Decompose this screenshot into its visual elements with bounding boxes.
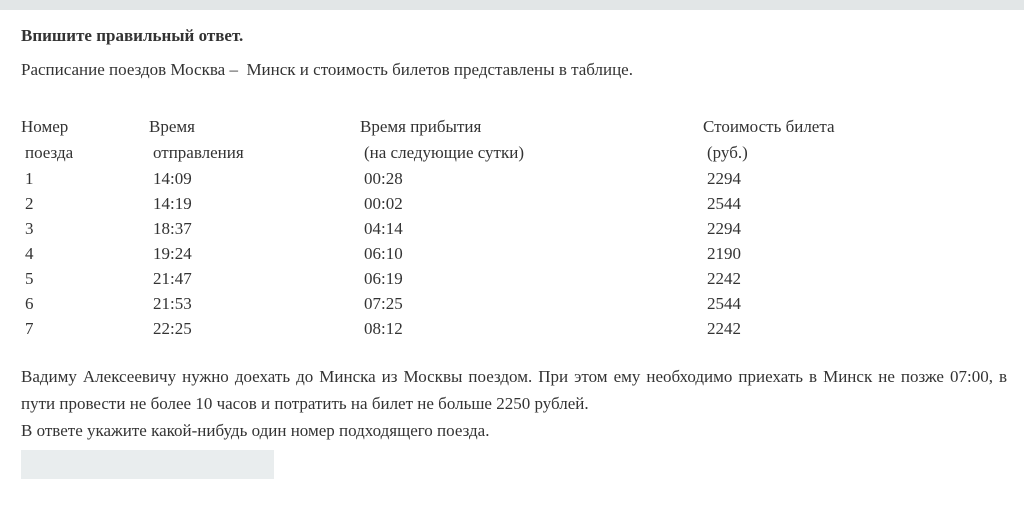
column-header-line2: (руб.) xyxy=(707,143,748,162)
table-cell: 2294 xyxy=(707,169,741,188)
column-header-line1: Время прибытия xyxy=(360,117,482,136)
table-row xyxy=(21,266,1007,291)
answer-input[interactable] xyxy=(21,450,274,479)
table-row xyxy=(21,316,1007,341)
table-row xyxy=(21,241,1007,266)
column-header-line1: Стоимость билета xyxy=(703,117,835,136)
table-cell: 06:10 xyxy=(364,244,403,263)
task-content xyxy=(0,25,1024,479)
table-cell: 14:19 xyxy=(153,194,192,213)
table-cell: 1 xyxy=(25,169,34,188)
table-cell: 06:19 xyxy=(364,269,403,288)
column-header xyxy=(360,114,703,166)
table-cell: 6 xyxy=(25,294,34,313)
column-header-line1: Номер xyxy=(21,117,69,136)
table-cell: 5 xyxy=(25,269,34,288)
table-cell: 00:02 xyxy=(364,194,403,213)
table-row xyxy=(21,291,1007,316)
table-cell: 2242 xyxy=(707,269,741,288)
column-header xyxy=(149,114,360,166)
table-cell: 04:14 xyxy=(364,219,403,238)
column-header xyxy=(703,114,1007,166)
table-cell: 22:25 xyxy=(153,319,192,338)
table-body xyxy=(21,166,1007,341)
table-cell: 2190 xyxy=(707,244,741,263)
question-text: Вадиму Алексеевичу нужно доехать до Минска из Москвы поездом. При этом ему необходимо приехать в Минск не позже 07:00, в пути провести не более 10 часов и потратить на билет не больше 2250 рублей. xyxy=(21,367,1007,413)
table-cell: 21:53 xyxy=(153,294,192,313)
table-row xyxy=(21,166,1007,191)
table-header-row xyxy=(21,114,1007,166)
table-cell: 07:25 xyxy=(364,294,403,313)
table-cell: 7 xyxy=(25,319,34,338)
table-cell: 14:09 xyxy=(153,169,192,188)
table-cell: 2294 xyxy=(707,219,741,238)
table-cell: 18:37 xyxy=(153,219,192,238)
top-bar xyxy=(0,0,1024,10)
column-header-line1: Время xyxy=(149,117,195,136)
task-title: Впишите правильный ответ. xyxy=(21,26,244,45)
table-cell: 19:24 xyxy=(153,244,192,263)
column-header xyxy=(21,114,149,166)
table-cell: 4 xyxy=(25,244,34,263)
answer-instruction: В ответе укажите какой-нибудь один номер подходящего поезда. xyxy=(21,421,490,440)
table-row xyxy=(21,191,1007,216)
table-cell: 21:47 xyxy=(153,269,192,288)
column-header-line2: (на следующие сутки) xyxy=(364,143,525,162)
table-cell: 2544 xyxy=(707,294,741,313)
table-cell: 00:28 xyxy=(364,169,403,188)
table-cell: 2544 xyxy=(707,194,741,213)
column-header-line2: отправления xyxy=(153,143,244,162)
table-cell: 2 xyxy=(25,194,34,213)
column-header-line2: поезда xyxy=(25,143,74,162)
intro-text: Расписание поездов Москва – Минск и стоимость билетов представлены в таблице. xyxy=(21,60,633,79)
table-cell: 2242 xyxy=(707,319,741,338)
table-row xyxy=(21,216,1007,241)
schedule-table xyxy=(21,114,1007,341)
table-cell: 08:12 xyxy=(364,319,403,338)
table-cell: 3 xyxy=(25,219,34,238)
